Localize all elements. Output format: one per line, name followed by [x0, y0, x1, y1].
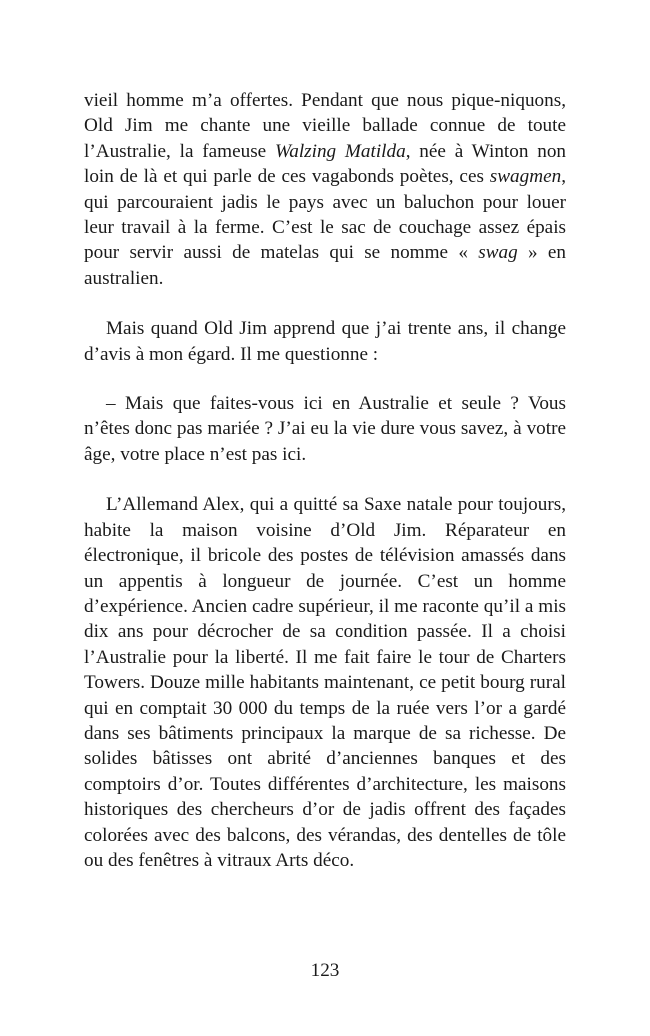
paragraph-3-dialogue: [84, 391, 566, 467]
italic-text-run: swag: [478, 242, 518, 264]
text-run: Mais quand Old Jim apprend que j’ai trente ans, il change d’avis à mon égard. Il me questionne :: [84, 318, 566, 365]
text-run: vieil homme m’a offertes. Pendant que nous pique-niquons, Old Jim me chante une vieille ballade connue de toute l’Australie, la fameuse: [84, 90, 566, 162]
text-run: , née à Winton non loin de là et qui parle de ces vagabonds poètes, ces: [84, 140, 567, 188]
paragraph-1: [84, 88, 566, 291]
italic-text-run: Walzing Matilda: [275, 140, 406, 162]
page-number: 123: [310, 960, 340, 981]
italic-text-run: swagmen: [489, 166, 562, 188]
paragraph-2: [84, 316, 566, 367]
page-body: [84, 88, 566, 873]
paragraph-4: [84, 492, 566, 873]
text-run: L’Allemand Alex, qui a quitté sa Saxe natale pour toujours, habite la maison voisine d’Old Jim. Réparateur en électronique, il bricole des postes de télévision amassés dans un appentis à longueur de journée. C’est un homme d’expérience. Ancien cadre supérieur, il me raconte qu’il a mis dix ans pour décrocher de sa condition passée. Il a choisi l’Australie pour la liberté. Il me fait faire le tour de Charters Towers. Douze mille habitants maintenant, ce petit bourg rural qui en comptait 30 000 du temps de la ruée vers l’or a gardé dans ses bâtiments principaux la marque de sa richesse. De solides bâtisses ont abrité d’anciennes banques et des comptoirs d’or. Toutes différentes d’architecture, les maisons historiques des chercheurs d’or de jadis offrent des façades colorées avec des balcons, des vérandas, des dentelles de tôle ou des fenêtres à vitraux Arts déco.: [84, 494, 566, 871]
text-run: » en australien.: [84, 242, 566, 289]
text-run: , qui parcouraient jadis le pays avec un baluchon pour louer leur travail à la ferme. C’est le sac de couchage assez épais pour servir aussi de matelas qui se nomme «: [84, 166, 566, 264]
text-run: – Mais que faites-vous ici en Australie et seule ? Vous n’êtes donc pas mariée ? J’ai eu la vie dure vous savez, à votre âge, votre place n’est pas ici.: [84, 393, 566, 465]
